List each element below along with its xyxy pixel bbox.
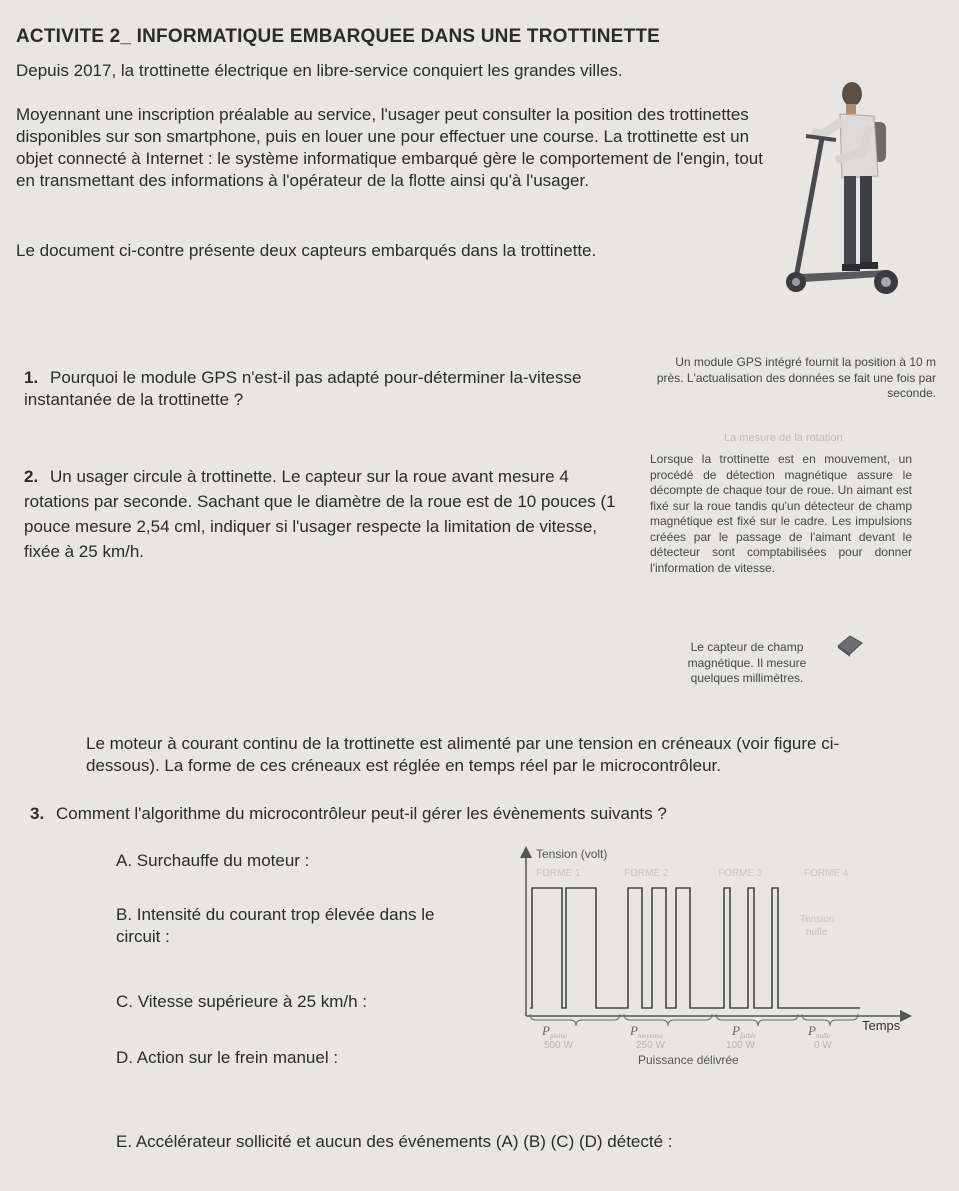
power-3-symbol: $P_{faible}$ (732, 1023, 756, 1040)
power-4-value: 0 W (814, 1040, 832, 1051)
page-title: ACTIVITE 2_ INFORMATIQUE EMBARQUEE DANS UNE TROTTINETTE (16, 26, 661, 47)
x-axis-label: Temps (862, 1018, 901, 1033)
waveform-form-3 (714, 888, 800, 1008)
power-2-value: 250 W (636, 1040, 665, 1051)
power-3-value: 100 W (726, 1040, 755, 1051)
form-4-label: FORME 4 (804, 868, 849, 879)
power-2-symbol: $P_{moyenne}$ (630, 1023, 663, 1040)
gps-note: Un module GPS intégré fournit la position à 10 m près. L'actualisation des données se fait une fois par seconde. (656, 355, 936, 400)
magnetic-sensor-icon (834, 634, 864, 658)
question-1-number: 1. (24, 368, 39, 387)
intro-paragraph-3: Le document ci-contre présente deux capteurs embarqués dans la trottinette. (16, 241, 597, 260)
power-delivered-label: Puissance délivrée (638, 1053, 739, 1067)
question-3-text: Comment l'algorithme du microcontrôleur peut-il gérer les évènements suivants ? (56, 804, 667, 823)
intro-paragraph-2: Moyennant une inscription préalable au service, l'usager peut consulter la position des trottinettes disponibles sur son smartphone, puis en louer une pour effectuer une course. La trottinette est un objet connecté à Internet : le système informatique embarqué gère le comportement de l'engin, tout en transmettant des informations à l'opérateur de la flotte ainsi qu'à l'usager. (16, 105, 763, 190)
form-2-label: FORME 2 (624, 868, 669, 879)
power-1-value: 500 W (544, 1040, 573, 1051)
item-c-overspeed: C. Vitesse supérieure à 25 km/h : (116, 992, 368, 1011)
rotation-measure-note: Lorsque la trottinette est en mouvement, un procédé de détection magnétique assure le décompte de chaque tour de roue. Un aimant est fixé sur la roue tandis qu'un détecteur de champ magnétique est fixé sur le cadre. Les impulsions créées par le passage de l'aimant devant le détecteur sont comptabilisées pour donner l'information de vitesse. (650, 452, 912, 575)
waveform-form-1 (530, 888, 620, 1008)
item-e-accelerator: E. Accélérateur sollicité et aucun des événements (A) (B) (C) (D) détecté : (116, 1132, 673, 1151)
sensor-caption: Le capteur de champ magnétique. Il mesure quelques millimètres. (687, 640, 807, 685)
form-3-label: FORME 3 (718, 868, 763, 879)
waveform-form-2 (620, 888, 714, 1008)
question-1 (24, 367, 614, 411)
rotation-heading-faint: La mesure de la rotation (724, 432, 843, 444)
tension-nulle-line-2: nulle (806, 927, 828, 938)
power-1-symbol: $P_{pleine}$ (542, 1023, 568, 1040)
question-2-text: Un usager circule à trottinette. Le capteur sur la roue avant mesure 4 rotations par seconde. Sachant que le diamètre de la roue est de 10 pouces (1 pouce mesure 2,54 cml, indiquer si l'usager respecte la limitation de vitesse, fixée à 25 km/h. (24, 467, 616, 561)
question-3-number: 3. (30, 804, 45, 823)
voltage-waveform-diagram (500, 842, 920, 1074)
item-d-brake: D. Action sur le frein manuel : (116, 1048, 339, 1067)
power-4-symbol: $P_{nulle}$ (808, 1023, 830, 1040)
question-2 (24, 464, 624, 564)
item-a-overheating: A. Surchauffe du moteur : (116, 851, 310, 870)
scooter-rider-illustration (770, 78, 920, 300)
form-1-label: FORME 1 (536, 868, 581, 879)
y-axis-label: Tension (volt) (536, 847, 608, 861)
item-b-overcurrent: B. Intensité du courant trop élevée dans le circuit : (116, 905, 435, 946)
question-2-number: 2. (24, 467, 39, 486)
motor-paragraph: Le moteur à courant continu de la trottinette est alimenté par une tension en créneaux (voir figure ci-dessous). La forme de ces créneaux est réglée en temps réel par le microcontrôleur. (86, 734, 840, 775)
intro-paragraph-1: Depuis 2017, la trottinette électrique en libre-service conquiert les grandes villes. (16, 61, 623, 80)
tension-nulle-line-1: Tension (800, 914, 835, 925)
question-1-text: Pourquoi le module GPS n'est-il pas adapté pour-déterminer la-vitesse instantanée de la trottinette ? (24, 368, 582, 409)
question-3 (30, 803, 830, 825)
